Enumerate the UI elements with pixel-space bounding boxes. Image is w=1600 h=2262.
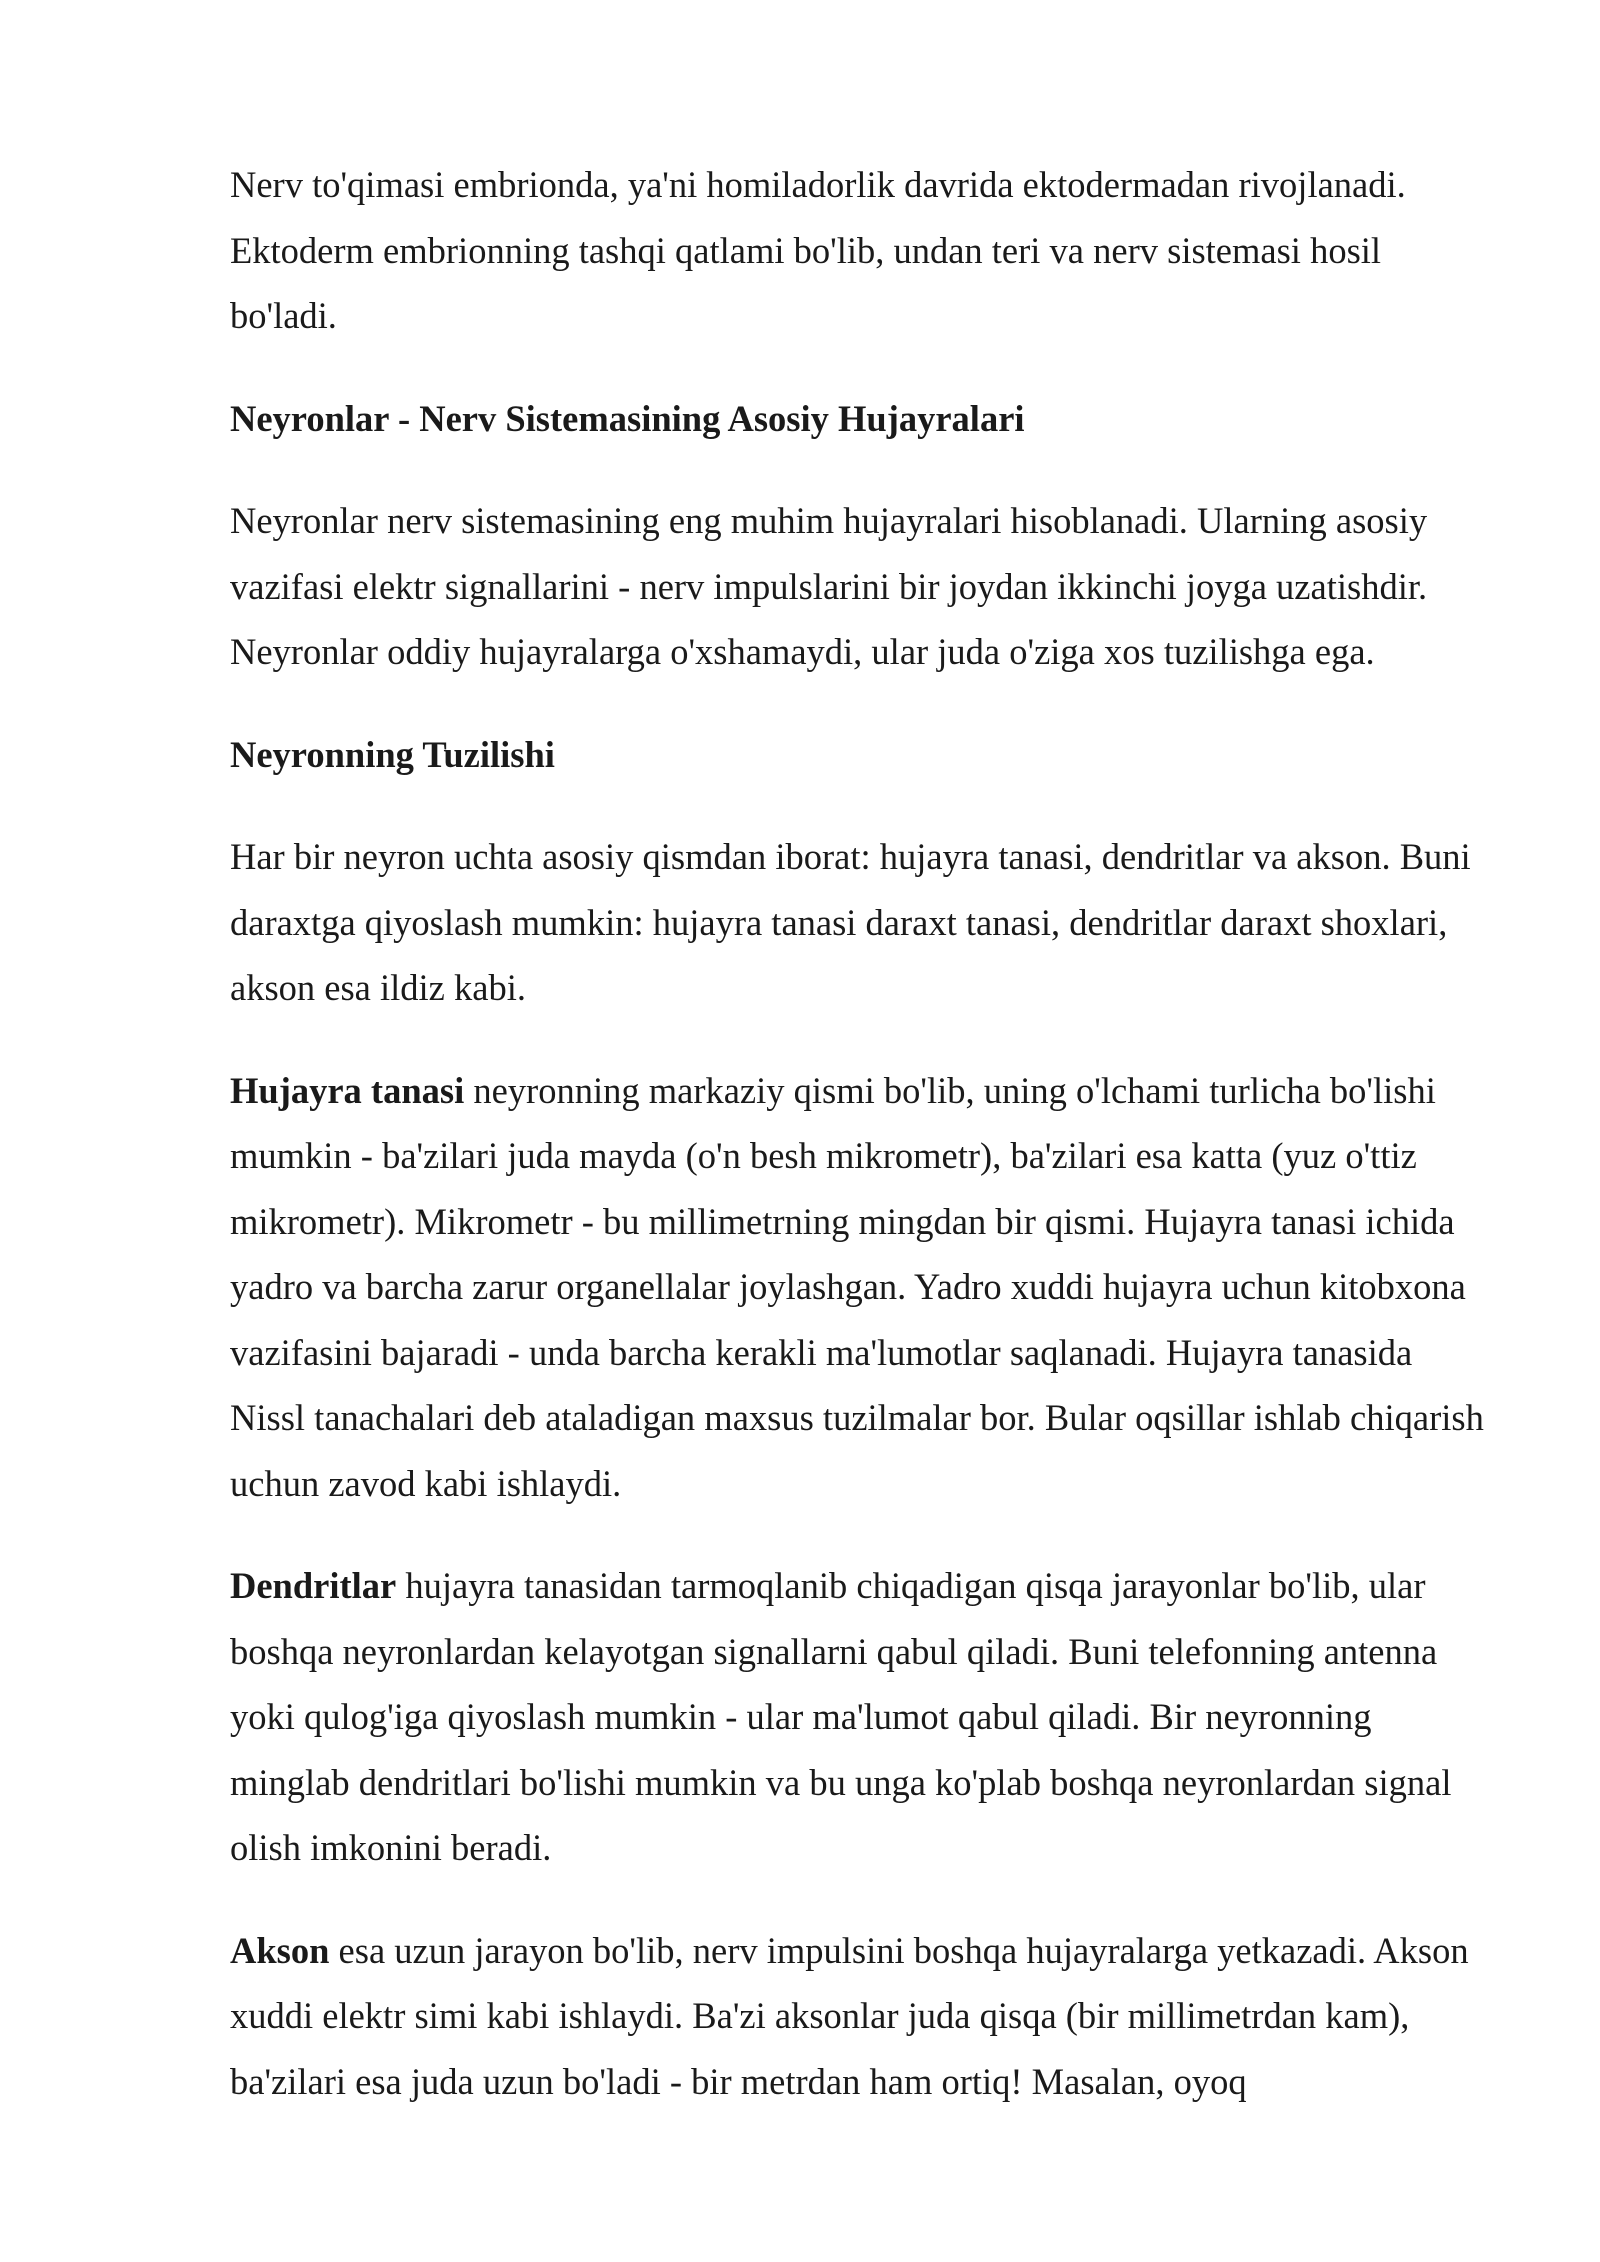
document-page <box>230 152 1490 2151</box>
term-axon: Akson <box>230 1929 330 1971</box>
paragraph-neuron-parts: Har bir neyron uchta asosiy qismdan iborat: hujayra tanasi, dendritlar va akson. Buni daraxtga qiyoslash mumkin: hujayra tanasi daraxt tanasi, dendritlar daraxt shoxlari, akson esa ildiz kabi. <box>230 836 1471 1008</box>
paragraph-neurons-intro: Neyronlar nerv sistemasining eng muhim hujayralari hisoblanadi. Ularning asosiy vazifasi elektr signallarini - nerv impulslarini bir joydan ikkinchi joyga uzatishdir. Neyronlar oddiy hujayralarga o'xshamaydi, ular juda o'ziga xos tuzilishga ega. <box>230 500 1428 672</box>
term-cell-body: Hujayra tanasi <box>230 1069 465 1111</box>
heading-neuron-structure: Neyronning Tuzilishi <box>230 733 555 775</box>
axon-text: esa uzun jarayon bo'lib, nerv impulsini boshqa hujayralarga yetkazadi. Akson xuddi elektr simi kabi ishlaydi. Ba'zi aksonlar juda qisqa (bir millimetrdan kam), ba'zilari esa juda uzun bo'ladi - bir metrdan ham ortiq! Masalan, oyoq <box>230 1929 1469 2102</box>
cell-body-text: neyronning markaziy qismi bo'lib, uning o'lchami turlicha bo'lishi mumkin - ba'zilari juda mayda (o'n besh mikrometr), ba'zilari esa katta (yuz o'ttiz mikrometr). Mikrometr - bu millimetrning mingdan bir qismi. Hujayra tanasi ichida yadro va barcha zarur organellalar joylashgan. Yadro xuddi hujayra uchun kitobxona vazifasini bajaradi - unda barcha kerakli ma'lumotlar saqlanadi. Hujayra tanasida Nissl tanachalari deb ataladigan maxsus tuzilmalar bor. Bular oqsillar ishlab chiqarish uchun zavod kabi ishlaydi. <box>230 1069 1484 1504</box>
paragraph-cell-body <box>230 1058 1490 1517</box>
paragraph-dendrites <box>230 1553 1490 1881</box>
dendrites-text: hujayra tanasidan tarmoqlanib chiqadigan qisqa jarayonlar bo'lib, ular boshqa neyronlardan kelayotgan signallarni qabul qiladi. Buni telefonning antenna yoki qulog'iga qiyoslash mumkin - ular ma'lumot qabul qiladi. Bir neyronning minglab dendritlari bo'lishi mumkin va bu unga ko'plab boshqa neyronlardan signal olish imkonini beradi. <box>230 1565 1452 1868</box>
heading-neurons: Neyronlar - Nerv Sistemasining Asosiy Hujayralari <box>230 397 1025 439</box>
paragraph-axon <box>230 1918 1490 2115</box>
term-dendrites: Dendritlar <box>230 1565 397 1606</box>
paragraph-embryo-origin: Nerv to'qimasi embrionda, ya'ni homiladorlik davrida ektodermadan rivojlanadi. Ektoderm embrionning tashqi qatlami bo'lib, undan teri va nerv sistemasi hosil bo'ladi. <box>230 164 1406 336</box>
